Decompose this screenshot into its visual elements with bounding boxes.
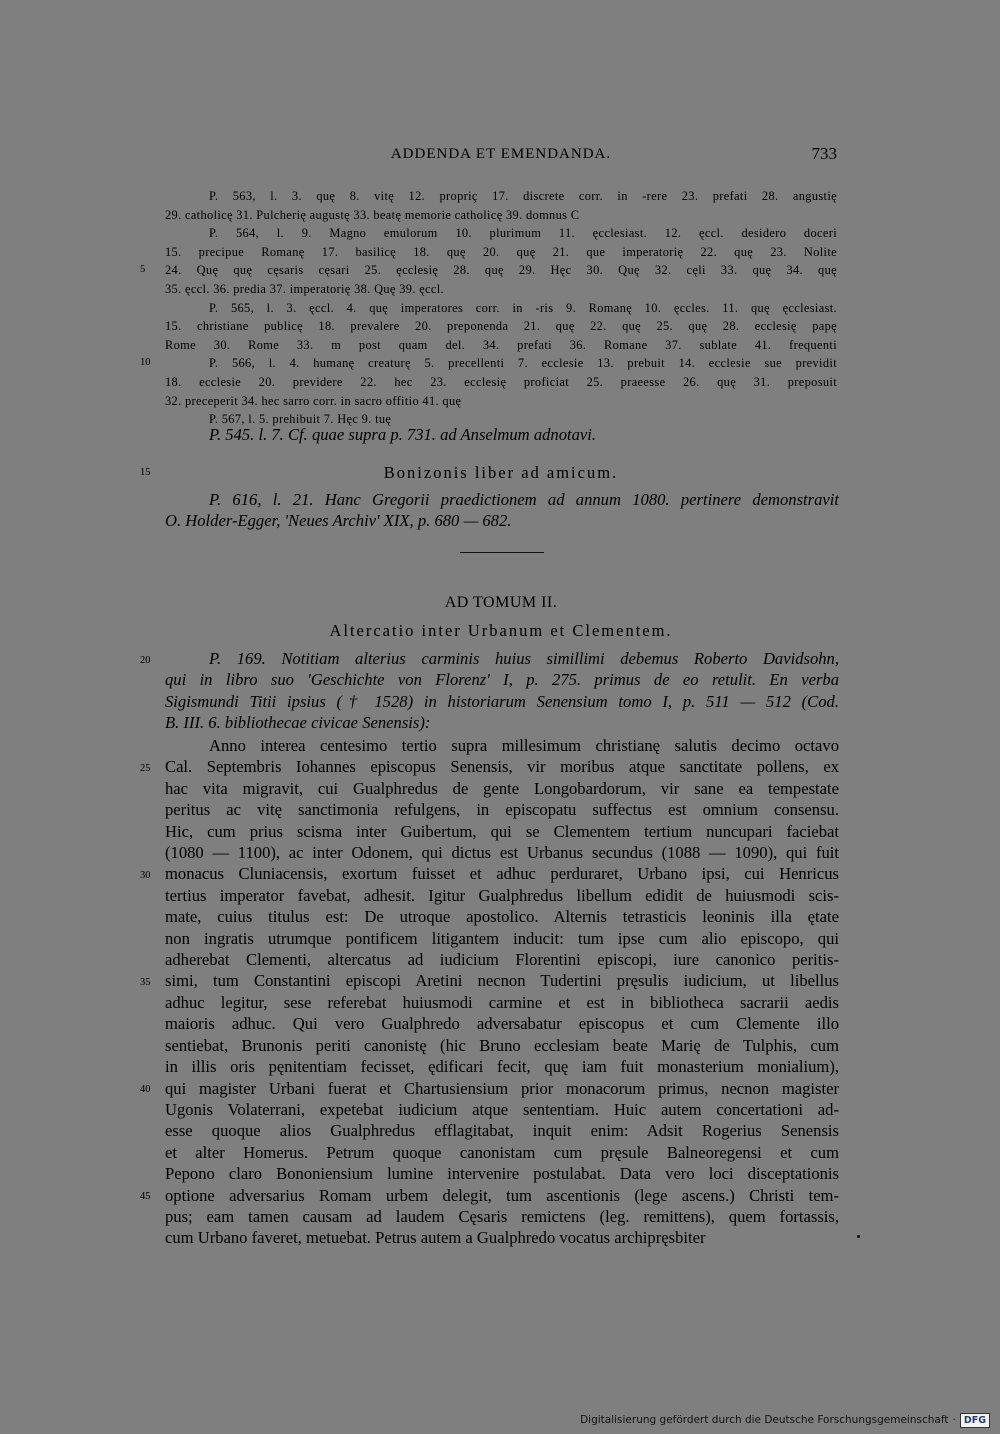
correction-line: 15. christiane publicę 18. prevalere 20. preponenda 21. quę 22. quę 25. quę 28. ecclesię papę <box>165 319 837 334</box>
correction-line: 32. preceperit 34. hec sarro corr. in sacro offitio 41. quę <box>165 393 462 408</box>
body-line: qui magister Urbani fuerat et Chartusiensium prior monacorum primus, necnon magister <box>165 1078 839 1098</box>
correction-line: P. 564, l. 9. Magno emulorum 10. plurimum 11. ęcclesiast. 12. ęccl. desidero doceri <box>209 226 837 241</box>
footer-text: Digitalisierung gefördert durch die Deutsche Forschungsgemeinschaft <box>580 1414 949 1426</box>
bonizo-line: P. 616, l. 21. Hanc Gregorii praedictionem ad annum 1080. pertinere demonstravit <box>209 490 839 509</box>
section-divider <box>460 552 544 553</box>
body-line: Cal. Septembris Iohannes episcopus Senensis, vir moribus atque sanctitate pollens, ex <box>165 757 839 777</box>
body-line: pus; eam tamen causam ad laudem Cęsaris remictens (leg. remittens), quem fortassis, <box>165 1206 839 1226</box>
body-line: Ugonis Volaterrani, expetebat iudicium atque sententiam. Huic autem concertationi ad- <box>165 1099 839 1119</box>
line-number: 20 <box>140 655 151 666</box>
line-number: 35 <box>140 977 151 988</box>
body-line: sentiebat, Brunonis periti canonistę (hic Bruno ecclesiam beate Marię de Tulphis, cum <box>165 1035 839 1055</box>
intro-line: B. III. 6. bibliothecae civicae Senensis): <box>165 713 431 733</box>
body-line: et alter Homerus. Petrum quoque canonistam cum pręsule Balneoregensi et cum <box>165 1142 839 1162</box>
running-header <box>165 146 837 170</box>
note-545: P. 545. l. 7. Cf. quae supra p. 731. ad Anselmum adnotavi. <box>209 425 597 444</box>
bonizo-line: O. Holder-Egger, 'Neues Archiv' XIX, p. 680 — 682. <box>165 511 512 531</box>
header-title: ADDENDA ET EMENDANDA. <box>390 146 612 162</box>
body-line: monacus Cluniacensis, exortum fuisset et adhuc perduraret, Urbano ipsi, cui Henricus <box>165 864 839 884</box>
body-line: in illis oris pęnitentiam fecisset, ędificari fecit, quę iam fuit monasterium monialium), <box>165 1057 839 1077</box>
dfg-logo-icon: DFG <box>960 1413 990 1428</box>
correction-line: 29. catholicę 31. Pulcherię augustę 33. beatę memorie catholicę 39. domnus C <box>165 207 580 222</box>
body-line: maioris adhuc. Qui vero Gualphredo adversabatur episcopus et cum Clemente illo <box>165 1014 839 1034</box>
intro-line: P. 169. Notitiam alterius carminis huius simillimi debemus Roberto Davidsohn, <box>209 649 839 668</box>
body-line: (1080 — 1100), ac inter Odonem, qui dictus est Urbanus secundus (1088 — 1090), qui fuit <box>165 843 839 863</box>
body-line: simi, tum Constantini episcopi Aretini necnon Tudertini pręsulis iudicium, ut libellus <box>165 971 839 991</box>
correction-line: P. 567, l. 5. prehibuit 7. Hęc 9. tuę <box>209 412 392 427</box>
intro-line: qui in libro suo 'Geschichte von Florenz' I, p. 275. primus de eo retulit. En verba <box>165 670 839 690</box>
section-title-bonizo: Bonizonis liber ad amicum. <box>383 463 619 482</box>
section-title-altercatio: Altercatio inter Urbanum et Clementem. <box>329 621 673 640</box>
body-line: cum Urbano faveret, metuebat. Petrus autem a Gualphredo vocatus archipręsbiter <box>165 1228 706 1248</box>
correction-line: 35. ęccl. 36. predia 37. imperatorię 38. Quę 39. ęccl. <box>165 281 445 296</box>
correction-line: P. 566, l. 4. humanę creaturę 5. precellenti 7. ecclesie 13. prebuit 14. ecclesie sue previdit <box>209 356 837 371</box>
altercatio-intro <box>165 648 839 734</box>
margin-mark <box>857 1235 860 1238</box>
correction-line: Rome 30. Rome 33. m post quam del. 34. prefati 36. Romane 37. sublate 41. frequenti <box>165 337 837 352</box>
body-line: esse quoque alios Gualphredus efflagitabat, inquit enim: Adsit Rogerius Senensis <box>165 1121 839 1141</box>
tomum-heading: AD TOMUM II. <box>444 594 558 611</box>
corrections-block <box>165 187 837 429</box>
page-number: 733 <box>811 144 837 163</box>
body-line: Anno interea centesimo tertio supra millesimum christianę salutis decimo octavo <box>209 736 839 755</box>
line-number: 10 <box>140 357 151 368</box>
body-line: mate, cuius titulus est: De utroque apostolico. Alternis tetrasticis leoninis illa ętate <box>165 907 839 927</box>
altercatio-body <box>165 735 839 1249</box>
body-line: Pepono claro Bononiensium lumine intervenire postulabat. Data vero loci disceptationis <box>165 1164 839 1184</box>
body-line: tertius imperator favebat, adhesit. Igitur Gualphredus libellum edidit de huiusmodi scis- <box>165 885 839 905</box>
correction-line: 15. precipue Romanę 17. basilicę 18. quę 20. quę 21. que imperatorię 22. quę 23. Nolite <box>165 244 837 259</box>
correction-line: P. 565, l. 3. ęccl. 4. quę imperatores corr. in -ris 9. Romanę 10. ęccles. 11. quę ęcclesiast. <box>209 300 837 315</box>
body-line: adhuc legitur, sese referebat huiusmodi carmine et est in bibliotheca sacrarii aedis <box>165 992 839 1012</box>
intro-line: Sigismundi Titii ipsius († 1528) in historiarum Senensium tomo I, p. 511 — 512 (Cod. <box>165 691 839 711</box>
correction-line: 18. ecclesie 20. previdere 22. hec 23. ecclesię proficiat 25. praeesse 26. quę 31. preposuit <box>165 374 837 389</box>
line-number: 15 <box>140 467 151 478</box>
line-number: 45 <box>140 1191 151 1202</box>
line-number: 5 <box>140 264 146 275</box>
bonizo-note <box>165 489 839 532</box>
body-line: non ingratis utrumque pontificem litigantem inducit: tum ipse cum alio episcopo, qui <box>165 928 839 948</box>
correction-line: 24. Quę quę cęsaris cęsari 25. ęcclesię 28. quę 29. Hęc 30. Quę 32. cęli 33. quę 34. quę <box>165 263 837 278</box>
body-line: optione adversarius Romam urbem delegit, tum ascentionis (lege ascens.) Christi tem- <box>165 1185 839 1205</box>
body-line: adherebat Clementi, altercatus ad iudicium Florentini episcopi, iure canonico peritis- <box>165 950 839 970</box>
line-number: 30 <box>140 870 151 881</box>
body-line: peritus ac vitę sanctimonia refulgens, in episcopatu suffectus est omnium consensu. <box>165 800 839 820</box>
correction-line: P. 563, l. 3. quę 8. vitę 12. propriç 17. discrete corr. in -rere 23. prefati 28. angustię <box>209 189 837 203</box>
footer-credit: Digitalisierung gefördert durch die Deutsche Forschungsgemeinschaft · DFG <box>580 1412 990 1428</box>
body-line: hac vita migravit, cui Gualphredus de gente Longobardorum, vir sane ea tempestate <box>165 778 839 798</box>
line-number: 25 <box>140 763 151 774</box>
body-line: Hic, cum prius scisma inter Guibertum, qui se Clementem tertium nuncupari faciebat <box>165 821 839 841</box>
line-number: 40 <box>140 1084 151 1095</box>
